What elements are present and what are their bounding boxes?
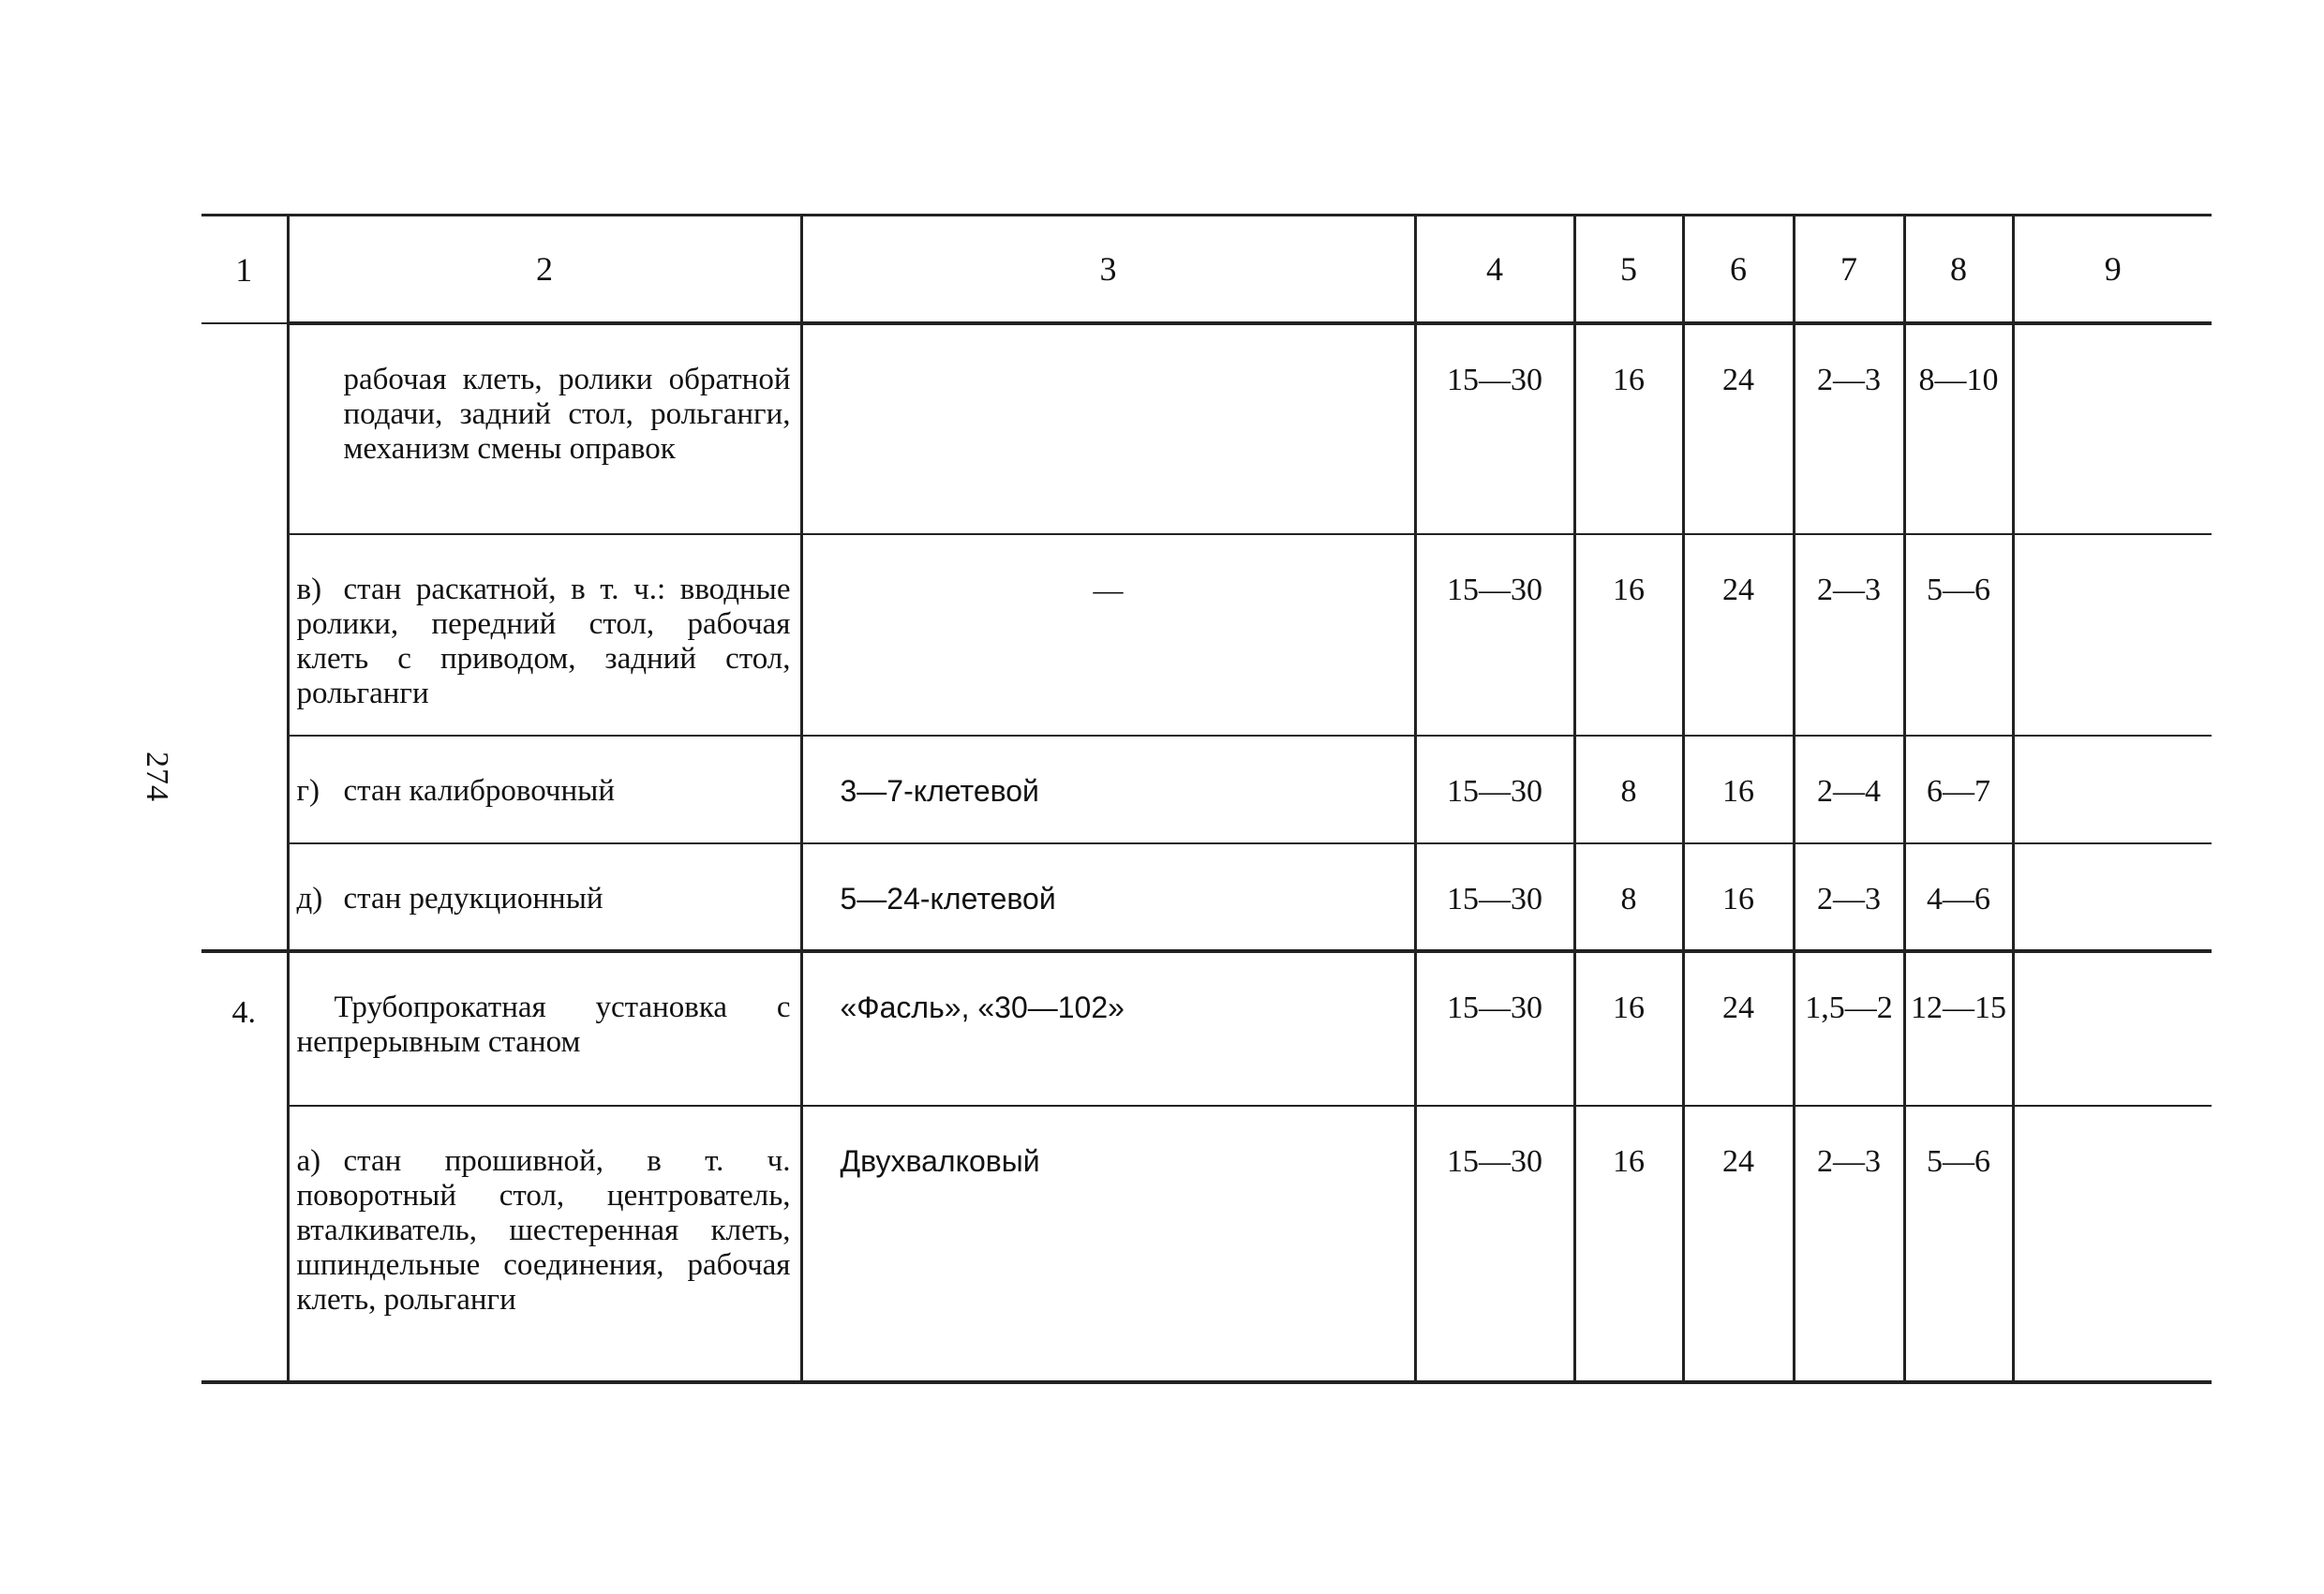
row-value-9	[2013, 843, 2212, 951]
page-number: 274	[140, 752, 174, 802]
table-row	[201, 1106, 2212, 1382]
row-value-5: 8	[1574, 843, 1683, 951]
table-row	[201, 736, 2212, 843]
row-description: Трубопрокатная установка с непрерывным станом	[288, 951, 801, 1106]
row-value-7: 2—3	[1794, 323, 1904, 534]
row-type: —	[801, 534, 1415, 736]
row-value-9	[2013, 323, 2212, 534]
row-value-6: 16	[1683, 736, 1794, 843]
row-value-6: 24	[1683, 1106, 1794, 1382]
row-value-5: 8	[1574, 736, 1683, 843]
row-description	[288, 534, 801, 736]
row-number	[201, 736, 288, 843]
table-row	[201, 323, 2212, 534]
row-value-6: 24	[1683, 534, 1794, 736]
row-value-4: 15—30	[1415, 534, 1574, 736]
row-value-8: 8—10	[1904, 323, 2013, 534]
row-value-5: 16	[1574, 1106, 1683, 1382]
table-row	[201, 951, 2212, 1106]
row-value-6: 16	[1683, 843, 1794, 951]
row-value-5: 16	[1574, 323, 1683, 534]
row-value-6: 24	[1683, 323, 1794, 534]
row-value-8: 6—7	[1904, 736, 2013, 843]
row-prefix: а)	[296, 1144, 321, 1178]
row-description-text: стан прошивной, в т. ч. поворотный стол, центрователь, вталкиватель, шестеренная клеть, шпиндельные соединения, рабочая клеть, рольганги	[296, 1144, 791, 1317]
row-type: 5—24-клетевой	[801, 843, 1415, 951]
row-value-8: 5—6	[1904, 534, 2013, 736]
row-description: рабочая клеть, ролики обратной подачи, задний стол, рольганги, механизм смены оправок	[288, 323, 801, 534]
row-value-4: 15—30	[1415, 951, 1574, 1106]
row-type	[801, 323, 1415, 534]
row-number	[201, 323, 288, 534]
row-value-5: 16	[1574, 951, 1683, 1106]
table-header-row	[201, 216, 2212, 324]
row-value-7: 2—3	[1794, 534, 1904, 736]
row-description	[288, 843, 801, 951]
row-value-5: 16	[1574, 534, 1683, 736]
row-value-6: 24	[1683, 951, 1794, 1106]
row-type: Двухвалковый	[801, 1106, 1415, 1382]
row-prefix: г)	[296, 774, 320, 808]
row-prefix: в)	[296, 573, 322, 606]
equipment-table	[201, 214, 2212, 1384]
column-header: 9	[2013, 216, 2212, 324]
row-value-9	[2013, 951, 2212, 1106]
row-value-7: 2—3	[1794, 1106, 1904, 1382]
row-value-9	[2013, 1106, 2212, 1382]
row-number	[201, 534, 288, 736]
column-header: 4	[1415, 216, 1574, 324]
row-value-7: 1,5—2	[1794, 951, 1904, 1106]
row-value-4: 15—30	[1415, 736, 1574, 843]
table-row	[201, 843, 2212, 951]
row-value-8: 5—6	[1904, 1106, 2013, 1382]
column-header: 3	[801, 216, 1415, 324]
row-value-4: 15—30	[1415, 323, 1574, 534]
column-header: 8	[1904, 216, 2013, 324]
row-description-text: стан раскатной, в т. ч.: вводные ролики, передний стол, рабочая клеть с приводом, задний стол, рольганги	[296, 573, 791, 710]
row-value-8: 12—15	[1904, 951, 2013, 1106]
row-number	[201, 1106, 288, 1382]
column-header: 7	[1794, 216, 1904, 324]
row-value-8: 4—6	[1904, 843, 2013, 951]
table-row	[201, 534, 2212, 736]
row-prefix: д)	[296, 882, 323, 916]
row-value-9	[2013, 736, 2212, 843]
column-header: 5	[1574, 216, 1683, 324]
row-value-7: 2—3	[1794, 843, 1904, 951]
row-value-4: 15—30	[1415, 843, 1574, 951]
row-description	[288, 736, 801, 843]
row-type: «Фасль», «30—102»	[801, 951, 1415, 1106]
row-number	[201, 843, 288, 951]
row-description-text: стан калибровочный	[343, 774, 616, 808]
row-description	[288, 1106, 801, 1382]
row-value-7: 2—4	[1794, 736, 1904, 843]
column-header: 1	[201, 216, 288, 324]
row-number: 4.	[201, 951, 288, 1106]
column-header: 2	[288, 216, 801, 324]
row-value-4: 15—30	[1415, 1106, 1574, 1382]
row-type: 3—7-клетевой	[801, 736, 1415, 843]
row-description-text: стан редукционный	[343, 882, 603, 916]
column-header: 6	[1683, 216, 1794, 324]
row-value-9	[2013, 534, 2212, 736]
